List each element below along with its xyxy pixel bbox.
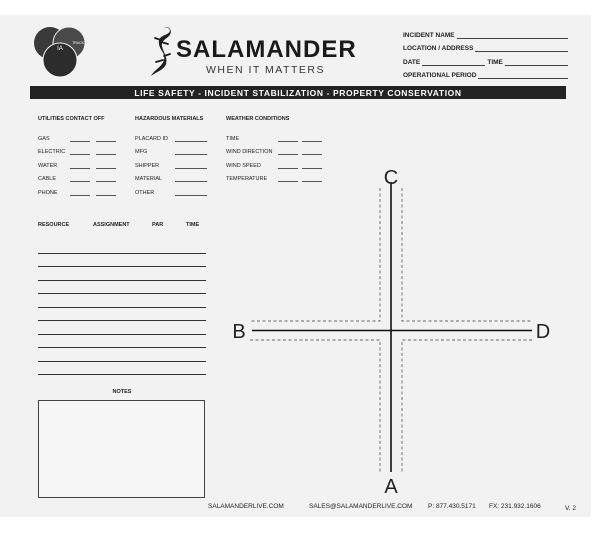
- hazmat-row[interactable]: [135, 128, 215, 142]
- resource-row[interactable]: [38, 294, 206, 308]
- utility-contact-field[interactable]: [70, 162, 90, 169]
- resource-row[interactable]: [38, 240, 206, 254]
- notes-box[interactable]: [38, 400, 205, 498]
- utility-row[interactable]: [38, 128, 128, 142]
- weather-label: WIND DIRECTION: [226, 149, 273, 155]
- hazmat-label: PLACARD ID: [135, 135, 169, 142]
- date-time-row[interactable]: [403, 52, 568, 66]
- operational-period-row[interactable]: [403, 66, 568, 80]
- time-field[interactable]: [505, 58, 568, 66]
- hazmat-field[interactable]: [175, 175, 207, 182]
- resource-row[interactable]: [38, 362, 206, 376]
- resource-row[interactable]: [38, 335, 206, 349]
- resource-row[interactable]: [38, 321, 206, 335]
- utility-off-field[interactable]: [96, 148, 116, 155]
- hazmat-label: MATERIAL: [135, 176, 163, 182]
- utilities-section: [38, 116, 128, 196]
- location-field[interactable]: [475, 44, 568, 52]
- incident-name-label: INCIDENT NAME: [403, 31, 455, 39]
- utility-off-field[interactable]: [96, 162, 116, 169]
- utility-row[interactable]: [38, 155, 128, 169]
- utility-off-field[interactable]: [96, 135, 116, 142]
- weather-field[interactable]: [278, 135, 298, 142]
- utility-contact-field[interactable]: [70, 175, 90, 182]
- footer-fax: FX: 231.932.1606: [489, 503, 541, 510]
- hazmat-label: SHIPPER: [135, 162, 160, 169]
- utility-off-field[interactable]: [96, 175, 116, 182]
- weather-label: TEMPERATURE: [226, 176, 268, 182]
- side-d-label: D: [535, 321, 551, 343]
- street-outline: [402, 188, 532, 321]
- operational-period-field[interactable]: [478, 71, 568, 79]
- priorities-banner: LIFE SAFETY - INCIDENT STABILIZATION - PROPERTY CONSERVATION: [30, 86, 566, 99]
- hazmat-label: MFG: [135, 149, 148, 155]
- street-outline: [250, 188, 380, 321]
- hazmat-row[interactable]: [135, 142, 215, 156]
- location-row[interactable]: [403, 39, 568, 53]
- utility-label: ELECTRIC: [38, 149, 66, 155]
- incident-fields: [403, 25, 568, 79]
- utility-off-field[interactable]: [96, 189, 116, 196]
- hazmat-row[interactable]: [135, 169, 215, 183]
- utility-label: PHONE: [38, 189, 58, 196]
- side-c-label: C: [383, 167, 399, 189]
- hazmat-row[interactable]: [135, 182, 215, 196]
- weather-label: WIND SPEED: [226, 162, 261, 169]
- footer-email[interactable]: SALES@SALAMANDERLIVE.COM: [309, 503, 413, 510]
- date-field[interactable]: [422, 58, 485, 66]
- utilities-title: UTILITIES CONTACT OFF: [38, 116, 105, 122]
- resource-row[interactable]: [38, 254, 206, 268]
- resource-table: [38, 240, 206, 375]
- hazmat-field[interactable]: [175, 162, 207, 169]
- column-assignment: ASSIGNMENT: [93, 222, 130, 228]
- brand-name: SALAMANDER: [176, 36, 357, 63]
- weather-label: TIME: [226, 135, 240, 142]
- hazmat-title: HAZARDOUS MATERIALS: [135, 116, 204, 122]
- brand-tagline: WHEN IT MATTERS: [206, 64, 325, 76]
- incident-name-field[interactable]: [457, 31, 568, 39]
- resource-row[interactable]: [38, 308, 206, 322]
- weather-title: WEATHER CONDITIONS: [226, 116, 290, 122]
- hazmat-row[interactable]: [135, 155, 215, 169]
- date-label: DATE: [403, 58, 421, 66]
- form-version: V. 2: [565, 505, 576, 512]
- side-a-label: A: [384, 476, 398, 498]
- resource-row[interactable]: [38, 348, 206, 362]
- hazmat-field[interactable]: [175, 135, 207, 142]
- column-resource: RESOURCE: [38, 222, 70, 228]
- utility-label: CABLE: [38, 176, 57, 182]
- scene-diagram: [230, 160, 560, 500]
- resource-row[interactable]: [38, 281, 206, 295]
- weather-row[interactable]: [226, 128, 336, 142]
- weather-field[interactable]: [302, 135, 322, 142]
- column-time: TIME: [186, 222, 200, 228]
- utility-label: WATER: [38, 162, 58, 169]
- weather-field[interactable]: [302, 148, 322, 155]
- operational-period-label: OPERATIONAL PERIOD: [403, 72, 477, 79]
- weather-field[interactable]: [278, 148, 298, 155]
- footer-website[interactable]: SALAMANDERLIVE.COM: [208, 503, 284, 510]
- salamander-icon: [144, 24, 176, 78]
- incident-name-row[interactable]: [403, 25, 568, 39]
- hazmat-field[interactable]: [175, 148, 207, 155]
- hazmat-label: OTHER: [135, 189, 155, 196]
- badge-center-text: IA: [57, 46, 63, 52]
- badge-side-text: TRACK: [72, 41, 84, 45]
- weather-row[interactable]: [226, 142, 336, 156]
- utility-row[interactable]: [38, 182, 128, 196]
- utility-contact-field[interactable]: [70, 148, 90, 155]
- column-par: PAR: [152, 222, 164, 228]
- utility-contact-field[interactable]: [70, 135, 90, 142]
- footer-phone: P: 877.430.5171: [428, 503, 476, 510]
- street-outline: [402, 340, 532, 472]
- hazmat-section: [135, 116, 215, 196]
- utility-row[interactable]: [38, 142, 128, 156]
- street-outline: [250, 340, 380, 472]
- hazmat-field[interactable]: [175, 189, 207, 196]
- side-b-label: B: [232, 321, 246, 343]
- resource-row[interactable]: [38, 267, 206, 281]
- notes-title: NOTES: [112, 389, 132, 395]
- ia-track-logo: [33, 26, 89, 80]
- location-label: LOCATION / ADDRESS: [403, 45, 474, 52]
- time-label: TIME: [487, 58, 503, 66]
- utility-contact-field[interactable]: [70, 189, 90, 196]
- utility-label: GAS: [38, 135, 50, 142]
- utility-row[interactable]: [38, 169, 128, 183]
